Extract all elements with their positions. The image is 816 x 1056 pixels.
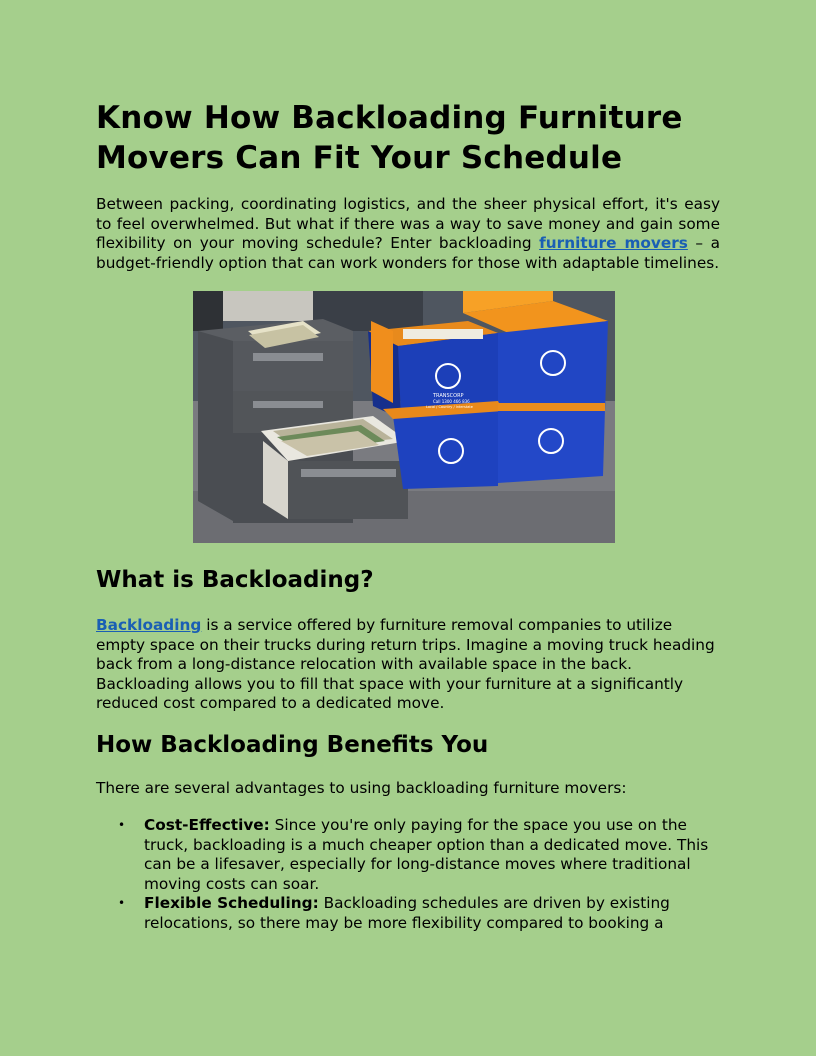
list-item	[96, 816, 720, 894]
intro-text-after: – a budget-friendly option that can work wonders for those with adaptable timelines.	[96, 234, 720, 272]
benefit-text: Backloading schedules are driven by existing relocations, so there may be more flexibility compared to booking a	[144, 894, 670, 932]
list-item	[96, 894, 720, 933]
bullet-icon: •	[118, 896, 126, 910]
benefit-label: Flexible Scheduling:	[144, 894, 319, 912]
benefits-list	[96, 816, 720, 933]
intro-text-before: Between packing, coordinating logistics, and the sheer physical effort, it's easy to feel overwhelmed. But what if there was a way to save money and gain some flexibility on your moving schedule? Enter backloading	[96, 195, 720, 252]
backloading-link[interactable]: Backloading	[96, 616, 202, 634]
crate-label-phone: Call 1300 466 836	[433, 399, 470, 404]
bullet-icon: •	[118, 818, 126, 832]
crate-label-sub: Local / Country / Interstate	[426, 405, 473, 409]
crate-label-brand: TRANSCORP	[433, 393, 464, 399]
page-title: Know How Backloading Furniture Movers Can Fit Your Schedule	[96, 100, 683, 176]
benefit-text: Since you're only paying for the space you use on the truck, backloading is a much cheaper option than a dedicated move. This can be a lifesaver, especially for long-distance moves where traditional moving costs can soar.	[144, 816, 709, 893]
furniture-photo	[193, 291, 615, 543]
section-heading-what-is-backloading: What is Backloading?	[96, 567, 374, 593]
document-page	[96, 98, 720, 933]
benefits-intro: There are several advantages to using backloading furniture movers:	[96, 778, 627, 797]
benefit-label: Cost-Effective:	[144, 816, 270, 834]
intro-paragraph	[96, 195, 720, 273]
backloading-definition-text: is a service offered by furniture removal companies to utilize empty space on their trucks during return trips. Imagine a moving truck heading back from a long-distance relocation with available space in the back. Backloading allows you to fill that space with your furniture at a significantly reduced cost compared to a dedicated move.	[96, 616, 715, 712]
backloading-definition-paragraph	[96, 616, 720, 714]
furniture-movers-link[interactable]: furniture movers	[539, 234, 688, 252]
section-heading-benefits: How Backloading Benefits You	[96, 731, 489, 758]
